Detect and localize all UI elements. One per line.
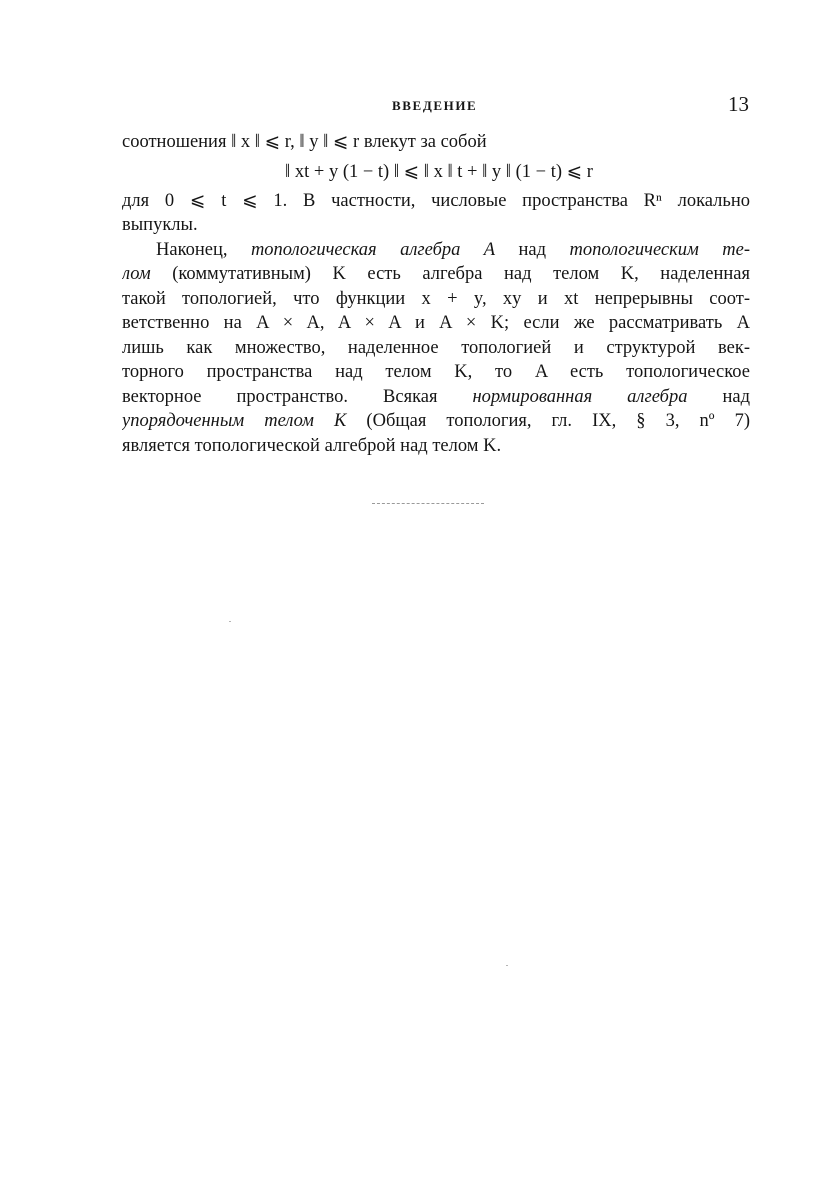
text-line: является топологической алгеброй над телом K. bbox=[122, 435, 502, 456]
text-run: Наконец, bbox=[156, 239, 251, 260]
text-line: такой топологией, что функции x + y, xy и xt непрерывны соот- bbox=[122, 288, 750, 309]
running-title: ВВЕДЕНИЕ bbox=[392, 98, 478, 113]
page-number: 13 bbox=[728, 92, 749, 116]
scan-speck bbox=[506, 965, 508, 966]
text-line: выпуклы. bbox=[122, 215, 198, 235]
text-line bbox=[122, 385, 750, 410]
italic-term: топологическим те- bbox=[569, 239, 750, 260]
paragraph-first-line bbox=[122, 238, 750, 263]
text-line: торного пространства над телом K, то A есть топологическое bbox=[122, 362, 750, 382]
italic-term: нормированная алгебра bbox=[472, 386, 688, 407]
italic-term: топологическая алгебра A bbox=[250, 239, 496, 260]
text-run: (Общая топология, гл. IX, § 3, nº 7) bbox=[346, 411, 750, 431]
italic-term: упорядоченным телом K bbox=[122, 411, 347, 431]
italic-term: лом bbox=[122, 264, 151, 284]
text-line bbox=[122, 409, 750, 434]
scan-speck bbox=[229, 621, 231, 622]
text-line bbox=[122, 262, 750, 287]
text-run: векторное пространство. Всякая bbox=[122, 386, 473, 407]
text-run: над bbox=[495, 239, 570, 260]
text-line: лишь как множество, наделенное топологией и структурой век- bbox=[122, 337, 750, 358]
running-head bbox=[0, 92, 840, 120]
text-line: для 0 ⩽ t ⩽ 1. В частности, числовые пространства Rⁿ локально bbox=[122, 190, 750, 211]
text-run: (коммутативным) K есть алгебра над телом K, наделенная bbox=[150, 264, 750, 284]
text-line: ветственно на A × A, A × A и A × K; если же рассматривать A bbox=[122, 313, 750, 333]
text-run: над bbox=[687, 386, 750, 407]
display-formula: ‖ xt + y (1 − t) ‖ ⩽ ‖ x ‖ t + ‖ y ‖ (1 − t) ⩽ r bbox=[285, 161, 593, 182]
section-end-rule bbox=[372, 503, 484, 504]
body-text bbox=[122, 130, 750, 458]
text-line: соотношения ‖ x ‖ ⩽ r, ‖ y ‖ ⩽ r влекут за собой bbox=[122, 132, 487, 152]
